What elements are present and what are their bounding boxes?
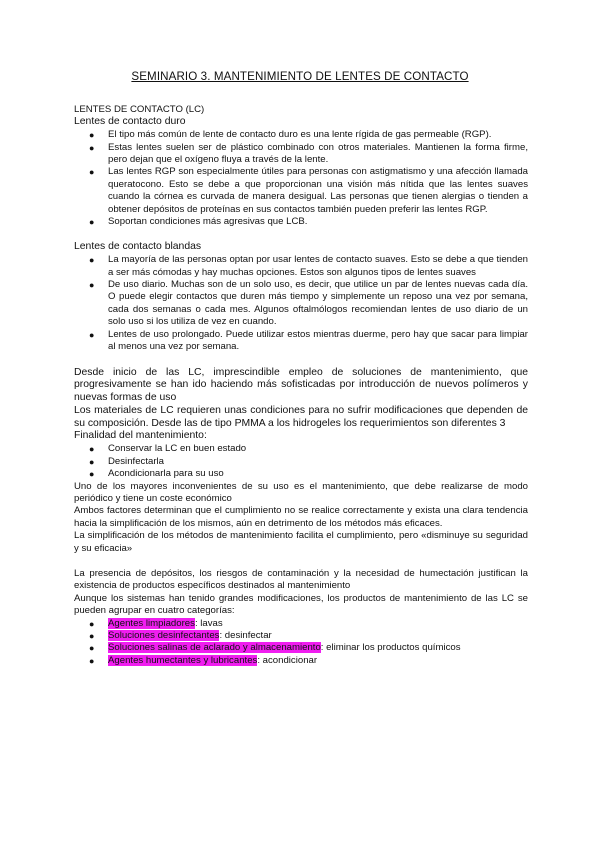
bullet-icon: ●: [89, 618, 95, 629]
productos-list: [74, 618, 528, 668]
duro-list: [74, 129, 528, 228]
bullet-icon: ●: [89, 456, 95, 467]
paragraph-materiales: Los materiales de LC requieren unas condiciones para no sufrir modificaciones que dependen de su composición. Desde las de tipo PMMA a los hidrogeles los requerimientos son diferentes 3: [74, 404, 528, 429]
bullet-icon: ●: [89, 630, 95, 641]
list-item: ● La mayoría de las personas optan por usar lentes de contacto suaves. Esto se debe a que tienden a ser más cómodas y hay muchas opciones. Estos son algunos tipos de lentes suaves: [89, 254, 528, 278]
highlighted-term: Agentes limpiadores: [108, 617, 195, 629]
highlighted-term: Soluciones salinas de aclarado y almacenamiento: [108, 642, 321, 654]
bullet-icon: ●: [89, 655, 95, 666]
finalidad-list: [74, 443, 528, 480]
bullet-icon: ●: [89, 130, 95, 141]
list-item: ● El tipo más común de lente de contacto duro es una lente rígida de gas permeable (RGP).: [89, 129, 492, 141]
bullet-icon: ●: [89, 643, 95, 654]
finalidad-label: Finalidad del mantenimiento:: [74, 430, 207, 442]
list-item: ● Conservar la LC en buen estado: [89, 443, 247, 455]
paragraph-inicio: Desde inicio de las LC, imprescindible empleo de soluciones de mantenimiento, que progresivamente se han ido haciendo más sofisticadas por introducción de nuevos polímeros y nuevas formas de uso: [74, 366, 528, 404]
bullet-icon: ●: [89, 255, 95, 266]
list-item: ● Soportan condiciones más agresivas que LCB.: [89, 216, 308, 228]
list-item: ● Desinfectarla: [89, 455, 164, 467]
bullet-icon: ●: [89, 167, 95, 178]
list-item: ● Estas lentes suelen ser de plástico combinado con otros materiales. Mantienen la forma firme, pero dejan que el oxígeno fluya a través de la lente.: [89, 141, 528, 166]
list-item: ● Soluciones salinas de aclarado y almacenamiento: eliminar los productos químicos: [89, 642, 461, 654]
list-item: ● De uso diario. Muchas son de un solo uso, es decir, que utilice un par de lentes nuevas cada día. O puede elegir contactos que duren más tiempo y simplemente un reposo una vez por semana, cada dos semanas o cada mes. Algunos oftalmólogos recomiendan lentes de uso diario de un solo uso si los utiliza de vez en cuando.: [89, 279, 528, 328]
list-item: ● Soluciones desinfectantes: desinfectar: [89, 629, 272, 641]
paragraph-simplificacion: La simplificación de los métodos de mantenimiento facilita el cumplimiento, pero «disminuye su seguridad y su eficacia»: [74, 530, 528, 554]
list-item: ● Las lentes RGP son especialmente útiles para personas con astigmatismo y una afección llamada queratocono. Esto se debe a que proporcionan una visión más nítida que las lentes suaves cuando la córnea es curvada de manera desigual. Las personas que tienen alergias o tienden a obtener depósitos de proteínas en sus contactos también pueden preferir las lentes RGP.: [89, 166, 528, 215]
paragraph-inconvenientes: Uno de los mayores inconvenientes de su uso es el mantenimiento, que debe realizarse de modo periódico y tiene un coste económico: [74, 480, 528, 504]
bullet-icon: ●: [89, 217, 95, 228]
bullet-icon: ●: [89, 469, 95, 480]
highlighted-term: Soluciones desinfectantes: [108, 629, 220, 641]
heading-lentes-contacto: LENTES DE CONTACTO (LC): [74, 104, 205, 115]
list-item: ● Agentes humectantes y lubricantes: acondicionar: [89, 654, 318, 666]
bullet-icon: ●: [89, 444, 95, 455]
highlighted-term: Agentes humectantes y lubricantes: [108, 654, 258, 666]
paragraph-ambos: Ambos factores determinan que el cumplimiento no se realice correctamente y exista una clara tendencia hacia la simplificación de los mismos, aún en detrimento de los métodos más eficaces.: [74, 505, 528, 529]
paragraph-aunque: Aunque los sistemas han tenido grandes modificaciones, los productos de mantenimiento de las LC se pueden agrupar en cuatro categorías:: [74, 592, 528, 617]
list-item: ● Acondicionarla para su uso: [89, 468, 224, 480]
list-item: ● Lentes de uso prolongado. Puede utilizar estos mientras duerme, pero hay que sacar para limpiar al menos una vez por semana.: [89, 328, 528, 353]
paragraph-depositos: La presencia de depósitos, los riesgos de contaminación y la necesidad de humectación justifican la existencia de productos específicos destinados al mantenimiento: [74, 567, 528, 592]
page-title: SEMINARIO 3. MANTENIMIENTO DE LENTES DE CONTACTO: [131, 70, 469, 83]
subheading-duro: Lentes de contacto duro: [74, 116, 186, 128]
list-item: ● Agentes limpiadores: lavas: [89, 617, 223, 629]
bullet-icon: ●: [89, 280, 95, 291]
bullet-icon: ●: [89, 329, 95, 340]
document-body: [74, 104, 528, 667]
subheading-blandas: Lentes de contacto blandas: [74, 241, 202, 253]
blandas-list: [74, 254, 528, 353]
bullet-icon: ●: [89, 142, 95, 153]
